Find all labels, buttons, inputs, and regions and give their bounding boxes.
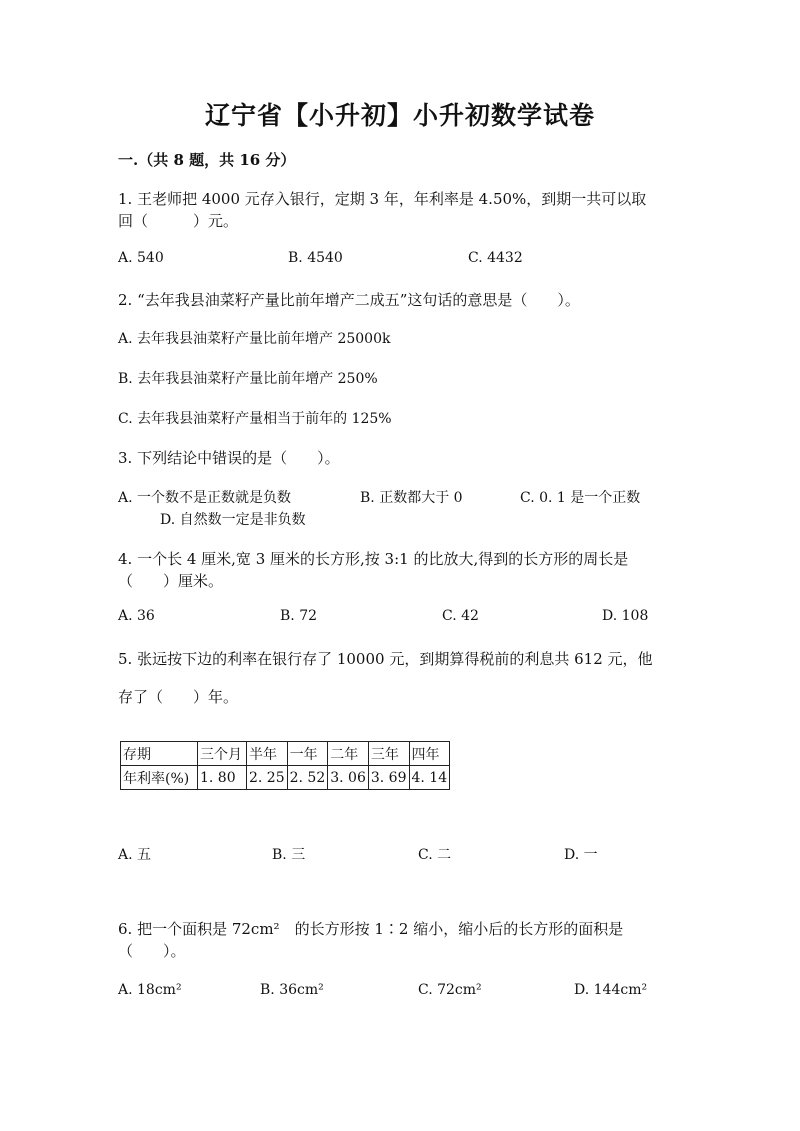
q3-option-a: A. 一个数不是正数就是负数 [118,490,292,506]
q2-option-b: B. 去年我县油菜籽产量比前年增产 250% [118,371,378,387]
q6-text-line2: （ ）。 [118,942,186,960]
q5-option-a: A. 五 [118,847,152,863]
q3-option-b: B. 正数都大于 0 [360,490,463,506]
q6-text-line1: 6. 把一个面积是 72cm² 的长方形按 1∶2 缩小，缩小后的长方形的面积是 [118,920,624,938]
section-heading: 一.（共 8 题，共 16 分） [118,151,296,169]
table-cell: 三个月 [198,742,247,766]
q1-text-line1: 1. 王老师把 4000 元存入银行，定期 3 年，年利率是 4.50%，到期一共可以取 [118,190,647,208]
q2-option-a: A. 去年我县油菜籽产量比前年增产 25000k [118,331,391,347]
table-cell: 一年 [287,742,328,766]
table-cell: 半年 [247,742,288,766]
q4-text-line2: （ ）厘米。 [118,572,224,590]
table-cell: 四年 [409,742,450,766]
page-title: 辽宁省【小升初】小升初数学试卷 [204,101,595,130]
q4-option-c: C. 42 [442,608,479,624]
table-cell: 2. 25 [247,766,288,790]
table-cell: 3. 69 [368,766,409,790]
interest-rate-table [120,741,450,790]
q3-option-c: C. 0. 1 是一个正数 [520,490,641,506]
q6-option-a: A. 18cm² [118,982,182,998]
table-cell: 1. 80 [198,766,247,790]
q1-option-a: A. 540 [118,250,164,266]
q6-option-b: B. 36cm² [260,982,324,998]
q2-option-c: C. 去年我县油菜籽产量相当于前年的 125% [118,411,392,427]
table-header-row [121,742,450,766]
table-cell: 存期 [121,742,198,766]
table-row [121,766,450,790]
q5-text-line1: 5. 张远按下边的利率在银行存了 10000 元，到期算得税前的利息共 612 元，他 [118,650,653,668]
q1-option-b: B. 4540 [288,250,343,266]
table-cell: 年利率(%) [121,766,198,790]
q1-text-line2: 回（ ）元。 [118,212,239,230]
q5-text-line2: 存了（ ）年。 [118,688,239,706]
q3-option-d: D. 自然数一定是非负数 [160,512,306,528]
q5-option-b: B. 三 [272,847,306,863]
table-cell: 2. 52 [287,766,328,790]
q4-option-a: A. 36 [118,608,155,624]
q4-option-d: D. 108 [602,608,649,624]
table-cell: 三年 [368,742,409,766]
q6-option-c: C. 72cm² [418,982,482,998]
q4-option-b: B. 72 [280,608,318,624]
q6-option-d: D. 144cm² [574,982,648,998]
q5-option-c: C. 二 [418,847,452,863]
q4-text-line1: 4. 一个长 4 厘米,宽 3 厘米的长方形,按 3:1 的比放大,得到的长方形的周长是 [118,550,629,568]
q5-option-d: D. 一 [564,847,598,863]
table-cell: 二年 [328,742,369,766]
table-cell: 4. 14 [409,766,450,790]
table-cell: 3. 06 [328,766,369,790]
q3-text-line1: 3. 下列结论中错误的是（ ）。 [118,449,340,467]
q2-text-line1: 2. “去年我县油菜籽产量比前年增产二成五”这句话的意思是（ ）。 [118,291,580,309]
q1-option-c: C. 4432 [468,250,523,266]
